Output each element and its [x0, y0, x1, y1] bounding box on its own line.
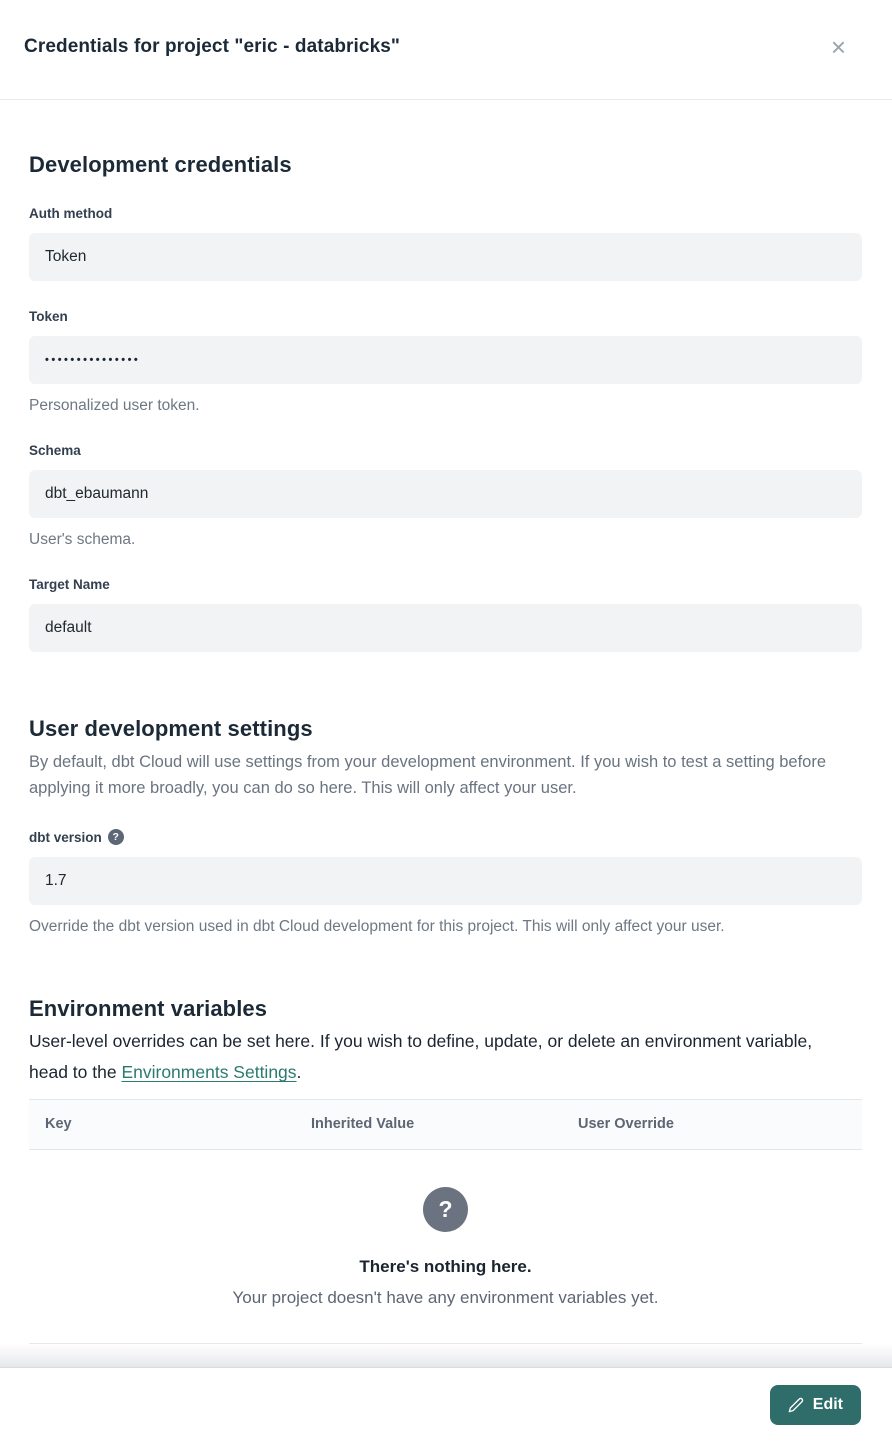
pencil-icon [788, 1397, 804, 1413]
schema-help-text: User's schema. [29, 531, 136, 548]
dbt-version-field-group [29, 829, 862, 936]
edit-button[interactable] [770, 1385, 861, 1425]
dbt-version-label-text: dbt version [29, 829, 102, 845]
empty-state-title: There's nothing here. [359, 1256, 532, 1276]
section-user-development-settings [29, 716, 862, 936]
target-name-label: Target Name [29, 577, 110, 592]
environment-variables-heading: Environment variables [29, 995, 268, 1021]
column-header-user-override: User Override [578, 1116, 674, 1133]
environment-variables-description [29, 1026, 841, 1089]
edit-button-label: Edit [812, 1395, 843, 1413]
user-development-settings-description: By default, dbt Cloud will use settings from your development environment. If you wish to test a setting before applying it more broadly, you can do so here. This will only affect your user. [29, 753, 826, 797]
modal-footer [0, 1368, 892, 1441]
modal-title: Credentials for project "eric - databricks" [24, 36, 401, 57]
scroll-shadow [0, 1344, 892, 1368]
environments-settings-link[interactable]: Environments Settings [121, 1062, 297, 1083]
token-help-text: Personalized user token. [29, 397, 200, 414]
empty-state-subtitle: Your project doesn't have any environment variables yet. [232, 1287, 659, 1307]
token-label: Token [29, 309, 68, 324]
close-icon[interactable]: × [823, 30, 854, 64]
development-credentials-heading: Development credentials [29, 152, 292, 177]
modal-header [0, 0, 892, 100]
token-field: ••••••••••••••• [29, 336, 862, 384]
user-development-settings-heading: User development settings [29, 716, 313, 741]
question-mark-icon: ? [423, 1187, 468, 1232]
column-header-key: Key [45, 1116, 72, 1133]
schema-field: dbt_ebaumann [29, 470, 862, 518]
environment-variables-table [29, 1099, 862, 1150]
env-description-period: . [296, 1062, 302, 1083]
dbt-version-help-text: Override the dbt version used in dbt Cloud development for this project. This will only affect your user. [29, 917, 725, 935]
auth-method-field: Token [29, 233, 862, 281]
schema-field-group [29, 442, 862, 549]
dbt-version-field: 1.7 [29, 857, 862, 905]
target-name-field-group [29, 576, 862, 652]
column-header-inherited-value: Inherited Value [311, 1116, 415, 1133]
target-name-field: default [29, 604, 862, 652]
empty-state [29, 1187, 862, 1308]
schema-label: Schema [29, 443, 81, 458]
auth-method-field-group [29, 205, 862, 281]
dbt-version-label [29, 829, 124, 845]
token-field-group [29, 308, 862, 415]
env-description-text: User-level overrides can be set here. If you wish to define, update, or delete an environment variable, head to the [29, 1030, 813, 1083]
help-tooltip-icon[interactable]: ? [108, 829, 124, 845]
modal-body [0, 100, 892, 1344]
auth-method-label: Auth method [29, 206, 113, 221]
section-environment-variables [29, 996, 862, 1344]
table-header-row [29, 1100, 862, 1149]
section-development-credentials [29, 152, 862, 652]
